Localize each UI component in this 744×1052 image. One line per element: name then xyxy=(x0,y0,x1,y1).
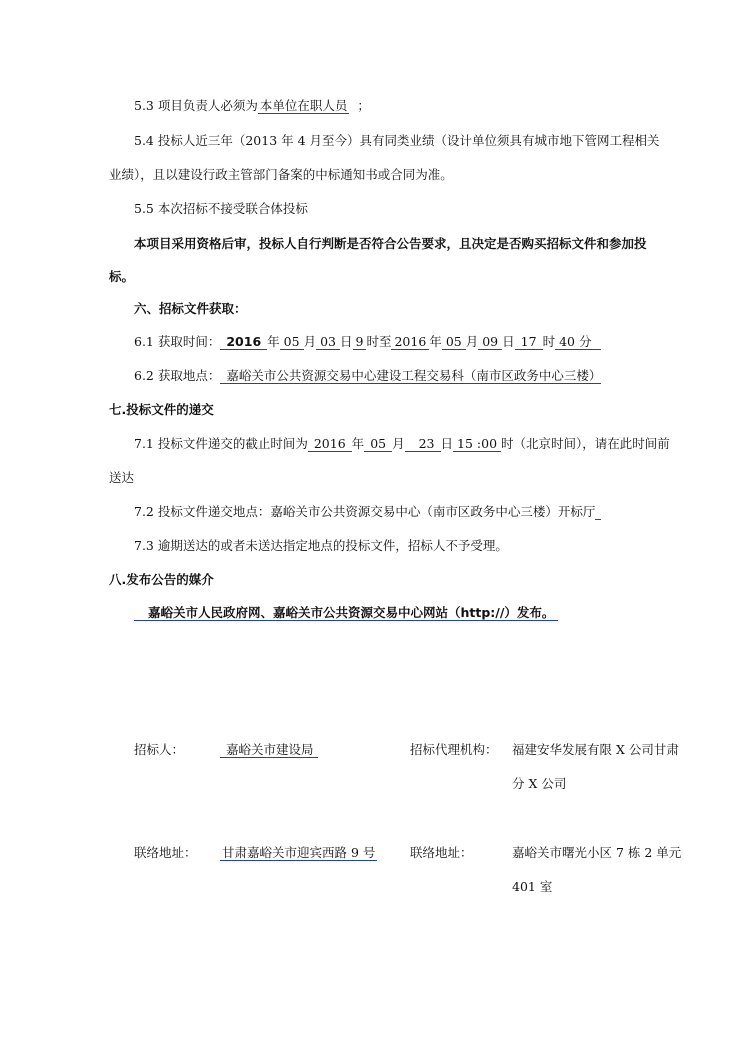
clause-7-1 xyxy=(134,435,670,453)
clause-5-3-underlined: 本单位在职人员 xyxy=(259,98,348,113)
month-label: 月 xyxy=(303,334,317,349)
start-day: 03 xyxy=(316,334,340,350)
qualification-notice-line1: 本项目采用资格后审，投标人自行判断是否符合公告要求，且决定是否购买招标文件和参加投 xyxy=(134,236,647,251)
hour-to-label: 时至 xyxy=(366,334,392,349)
clause-6-2 xyxy=(134,367,601,385)
year-label-2: 年 xyxy=(429,334,442,349)
tenderer-address xyxy=(220,844,377,862)
deadline-time: 15 :00 xyxy=(453,436,501,452)
start-hour: 9 xyxy=(353,334,367,350)
tenderer-address-label: 联络地址： xyxy=(134,845,197,860)
end-minute: 40 分 xyxy=(555,334,601,350)
agent-label: 招标代理机构： xyxy=(410,742,498,757)
clause-5-3-suffix: ； xyxy=(357,98,370,113)
clause-7-2-blank xyxy=(595,504,601,520)
qualification-notice-line2: 标。 xyxy=(109,269,135,284)
start-year: 2016 xyxy=(220,334,267,350)
clause-7-2-text: 7.2 投标文件递交地点：嘉峪关市公共资源交易中心（南市区政务中心三楼）开标厅 xyxy=(134,504,596,519)
tenderer-name xyxy=(220,741,318,759)
tenderer-label: 招标人： xyxy=(134,742,185,757)
clause-5-5: 5.5 本次招标不接受联合体投标 xyxy=(134,201,308,216)
clause-7-1-suffix: 时（北京时间），请在此时间前 xyxy=(501,436,670,451)
clause-5-4-line2: 业绩），且以建设行政主管部门备案的中标通知书或合同为准。 xyxy=(109,167,453,182)
hour-label: 时 xyxy=(542,334,556,349)
end-hour: 17 xyxy=(515,334,543,350)
deadline-year: 2016 xyxy=(308,436,352,452)
deadline-day: 23 xyxy=(405,436,441,452)
deadline-month-label: 月 xyxy=(392,436,405,451)
clause-6-2-value: 嘉峪关市公共资源交易中心建设工程交易科（南市区政务中心三楼） xyxy=(220,368,601,384)
deadline-month: 05 xyxy=(364,436,392,452)
agent-name-line1: 福建安华发展有限 X 公司甘肃 xyxy=(512,742,679,757)
day-label-2: 日 xyxy=(502,334,515,349)
end-year: 2016 xyxy=(391,334,429,350)
clause-6-1-label: 6.1 获取时间： xyxy=(134,334,221,349)
day-label: 日 xyxy=(340,334,353,349)
agent-name-line2: 分 X 公司 xyxy=(512,776,567,791)
deadline-year-label: 年 xyxy=(351,436,365,451)
tenderer-name-value: 嘉峪关市建设局 xyxy=(220,742,318,758)
deadline-day-label: 日 xyxy=(440,436,454,451)
section-8-title: 八.发布公告的媒介 xyxy=(109,572,214,587)
media-text-value: 嘉峪关市人民政府网、嘉峪关市公共资源交易中心网站（http://）发布。 xyxy=(134,605,558,621)
month-label-2: 月 xyxy=(465,334,479,349)
agent-address-label: 联络地址： xyxy=(410,845,473,860)
clause-6-2-label: 6.2 获取地点： xyxy=(134,368,221,383)
clause-7-1-line2: 送达 xyxy=(109,470,135,485)
tenderer-address-value: 甘肃嘉峪关市迎宾西路 9 号 xyxy=(222,845,376,860)
agent-address-line1: 嘉峪关市曙光小区 7 栋 2 单元 xyxy=(512,845,682,860)
end-day: 09 xyxy=(478,334,502,350)
end-month: 05 xyxy=(442,334,466,350)
clause-5-3 xyxy=(134,97,370,115)
clause-5-4-line1: 5.4 投标人近三年（2013 年 4 月至今）具有同类业绩（设计单位须具有城市地下管网工程相关 xyxy=(134,133,660,148)
section-7-title: 七.投标文件的递交 xyxy=(109,402,214,417)
clause-7-1-label: 7.1 投标文件递交的截止时间为 xyxy=(134,436,308,451)
media-text xyxy=(134,604,558,622)
section-6-title: 六、招标文件获取： xyxy=(134,301,247,316)
clause-7-2 xyxy=(134,503,601,521)
clause-6-1 xyxy=(134,333,601,351)
year-label: 年 xyxy=(267,334,280,349)
clause-7-3: 7.3 逾期送达的或者未送达指定地点的投标文件，招标人不予受理。 xyxy=(134,538,508,553)
start-month: 05 xyxy=(280,334,304,350)
clause-5-3-text: 5.3 项目负责人必须为 xyxy=(134,98,258,113)
agent-address-line2: 401 室 xyxy=(512,879,553,894)
